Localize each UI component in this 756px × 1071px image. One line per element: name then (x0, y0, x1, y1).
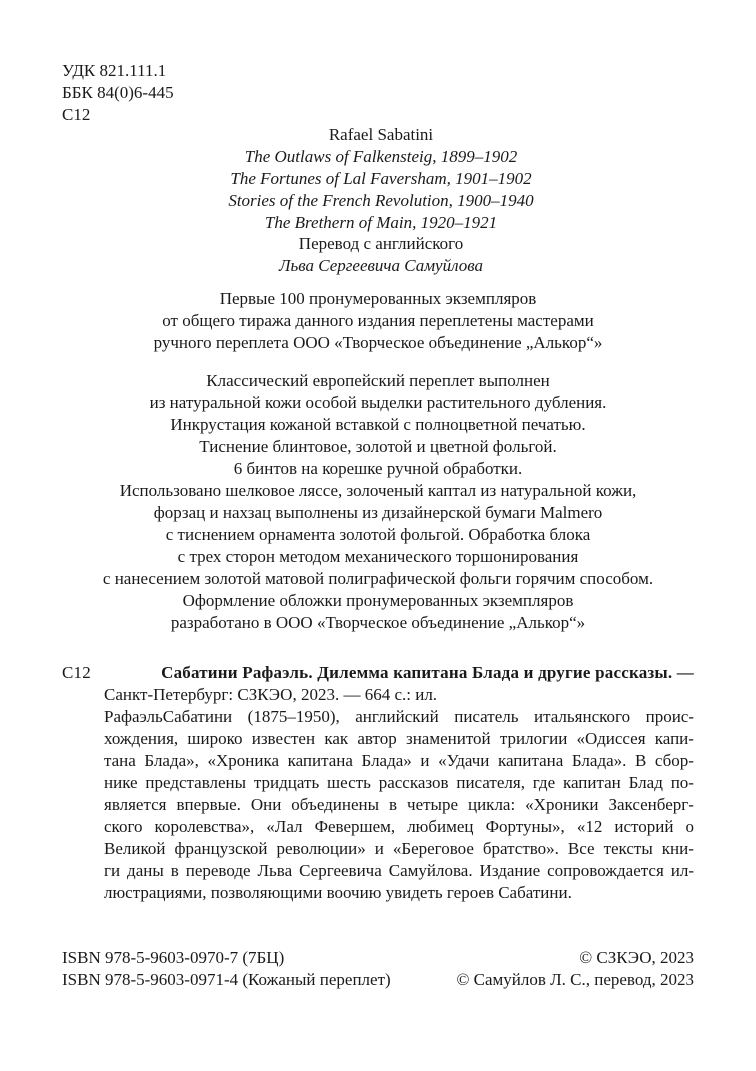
classification-codes (62, 60, 174, 126)
catalog-description (62, 706, 694, 904)
binding-line: Оформление обложки пронумерованных экземпляров (182, 591, 574, 610)
udk-code: УДК 821.111.1 (62, 61, 167, 80)
binding-line: с нанесением золотой матовой полиграфической фольги горячим способом. (102, 569, 654, 588)
binding-line: Использовано шелковое ляссе, золоченый каптал из натуральной кожи, (119, 481, 637, 500)
catalog-entry (62, 662, 694, 904)
author-mark: С12 (62, 105, 91, 124)
numbered-copies-note (0, 288, 756, 354)
description-line: является впервые. Они объединены в четыре цикла: «Хроники Заксенберг- (104, 795, 694, 814)
footer-row (62, 969, 694, 991)
original-credits (3, 124, 756, 234)
isbn: ISBN 978-5-9603-0970-7 (7БЦ) (62, 948, 285, 967)
description-line: хождения, широко известен как автор знаменитой трилогии «Одиссея капи- (104, 729, 694, 748)
binding-line: разработано в ООО «Творческое объединение „Алькор“» (170, 613, 586, 632)
catalog-heading (62, 662, 694, 684)
original-author: Rafael Sabatini (328, 125, 434, 144)
description-line: ги даны в переводе Льва Сергеевича Самуйлова. Издание сопровождается ил- (104, 861, 694, 880)
translator-name: Льва Сергеевича Самуйлова (279, 256, 483, 275)
copyright: © СЗКЭО, 2023 (579, 948, 694, 967)
isbn: ISBN 978-5-9603-0971-4 (Кожаный переплет) (62, 970, 391, 989)
binding-line: форзац и нахзац выполнены из дизайнерской бумаги Malmero (153, 503, 603, 522)
isbn-copyright-footer (62, 947, 694, 991)
binding-line: с тиснением орнамента золотой фольгой. Обработка блока (165, 525, 591, 544)
binding-line: Классический европейский переплет выполнен (206, 371, 550, 390)
footer-row (62, 947, 694, 969)
description-line: РафаэльСабатини (1875–1950), английский писатель итальянского проис- (104, 707, 694, 726)
description-line: ского королевства», «Лал Февершем, любимец Фортуны», «12 историй о (104, 817, 694, 836)
description-line: нике представлены тридцать шесть рассказов писателя, где капитан Блад по- (104, 773, 694, 792)
description-line: люстрациями, позволяющими воочию увидеть героев Сабатини. (104, 883, 572, 902)
catalog-mark: С12 (62, 663, 91, 682)
copyright: © Самуйлов Л. С., перевод, 2023 (456, 970, 694, 989)
original-work: The Fortunes of Lal Faversham, 1901–1902 (230, 169, 532, 188)
binding-line: Тиснение блинтовое, золотой и цветной фольгой. (199, 437, 557, 456)
original-work: The Outlaws of Falkensteig, 1899–1902 (244, 147, 518, 166)
binding-description (0, 370, 756, 634)
binding-line: Инкрустация кожаной вставкой с полноцветной печатью. (170, 415, 586, 434)
binding-line: с трех сторон методом механического торшонирования (177, 547, 579, 566)
note-line: ручного переплета ООО «Творческое объединение „Алькор“» (153, 333, 603, 352)
catalog-title: Сабатини Рафаэль. Дилемма капитана Блада и другие рассказы. — (161, 663, 694, 682)
original-work: The Brethern of Main, 1920–1921 (264, 213, 498, 232)
description-line: тана Блада», «Хроника капитана Блада» и «Удачи капитана Блада». В сбор- (104, 751, 694, 770)
translation-credit (3, 233, 756, 277)
binding-line: 6 бинтов на корешке ручной обработки. (233, 459, 523, 478)
original-work: Stories of the French Revolution, 1900–1940 (228, 191, 534, 210)
catalog-imprint: Санкт-Петербург: СЗКЭО, 2023. — 664 с.: ил. (104, 685, 438, 704)
translation-label: Перевод с английского (298, 234, 464, 253)
note-line: Первые 100 пронумерованных экземпляров (219, 289, 537, 308)
binding-line: из натуральной кожи особой выделки растительного дубления. (149, 393, 607, 412)
description-line: Великой французской революции» и «Береговое братство». Все тексты кни- (104, 839, 694, 858)
note-line: от общего тиража данного издания переплетены мастерами (162, 311, 594, 330)
bbk-code: ББК 84(0)6-445 (62, 83, 174, 102)
